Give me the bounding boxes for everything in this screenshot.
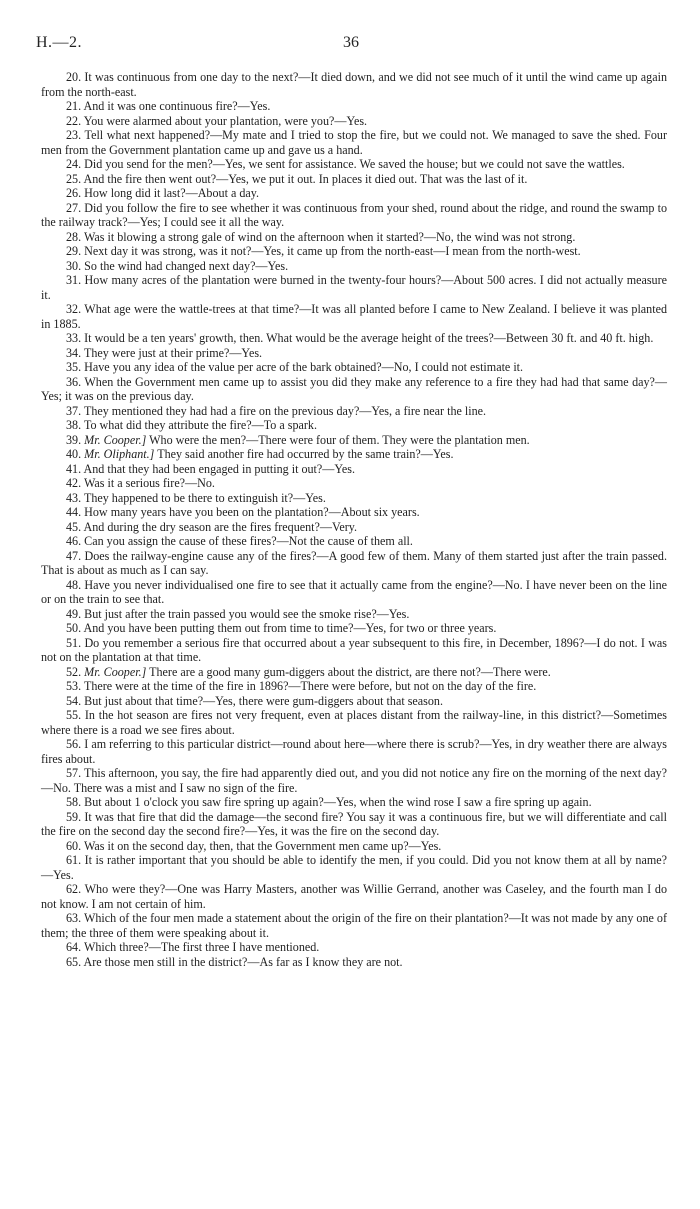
entry-number: 36. <box>66 374 82 389</box>
question-answer-entry <box>41 795 667 810</box>
entry-text: It would be a ten years' growth, then. What would be the average height of the trees?—Between 30 ft. and 40 ft. high. <box>84 331 654 345</box>
entry-text: In the hot season are fires not very frequent, even at places distant from the railway-line, in this district?—Sometimes where there is a road we see fires about. <box>41 708 667 737</box>
entry-number: 55. <box>66 708 82 722</box>
entry-number: 25. <box>66 171 82 186</box>
entry-text: When the Government men came up to assist you did they make any reference to a fire they had had that same day?—Yes; it was on the previous day. <box>41 374 667 403</box>
entry-text: Does the railway-engine cause any of the fires?—A good few of them. Many of them started just after the train passed. That is about as much as I can say. <box>41 548 667 577</box>
entry-text: How long did it last?—About a day. <box>84 186 260 200</box>
entry-text: Was it a serious fire?—No. <box>83 476 215 490</box>
question-answer-entry <box>41 331 667 346</box>
question-answer-entry <box>41 186 667 201</box>
entry-text: Which of the four men made a statement about the origin of the fire on their plantation?—It was not made by any one of them; the three of them were speaking about it. <box>41 911 667 940</box>
question-answer-entry <box>41 375 667 404</box>
entry-number: 40. <box>66 447 82 461</box>
entry-text: Who were they?—One was Harry Masters, another was Willie Gerrand, another was Caseley, and the fourth man I do not know. I am not certain of him. <box>41 882 667 911</box>
entry-number: 61. <box>66 853 82 867</box>
entry-text: They were just at their prime?—Yes. <box>83 345 263 360</box>
entry-number: 32. <box>66 302 82 316</box>
entry-number: 24. <box>66 157 82 171</box>
question-answer-entry <box>41 244 667 259</box>
question-answer-entry <box>41 853 667 882</box>
entry-text: To what did they attribute the fire?—To a spark. <box>83 418 317 432</box>
entry-number: 63. <box>66 911 82 925</box>
entry-number: 37. <box>66 403 82 418</box>
question-answer-entry <box>41 201 667 230</box>
entry-number: 62. <box>66 882 82 896</box>
entry-text: They mentioned they had had a fire on the previous day?—Yes, a fire near the line. <box>83 403 487 418</box>
entry-number: 51. <box>66 635 82 650</box>
question-answer-entry <box>41 418 667 433</box>
entry-number: 42. <box>66 476 82 490</box>
entry-text: And you have been putting them out from time to time?—Yes, for two or three years. <box>83 621 497 635</box>
entry-text: What age were the wattle-trees at that time?—It was all planted before I came to New Zealand. I believe it was planted in 1885. <box>41 302 667 331</box>
question-answer-entry <box>41 230 667 245</box>
question-answer-entry <box>41 70 667 99</box>
entry-text: So the wind had changed next day?—Yes. <box>84 258 289 273</box>
question-answer-entry <box>41 621 667 636</box>
entry-text: They happened to be there to extinguish it?—Yes. <box>83 490 326 505</box>
entry-text: Next day it was strong, was it not?—Yes, it came up from the north-east—I mean from the north-west. <box>84 244 581 258</box>
entry-number: 26. <box>66 186 82 200</box>
entry-text: And that they had been engaged in putting it out?—Yes. <box>83 461 355 476</box>
question-answer-entry <box>41 491 667 506</box>
entry-text: I am referring to this particular district—round about here—where there is scrub?—Yes, in dry weather there are always fires about. <box>41 737 667 766</box>
question-answer-entry <box>41 636 667 665</box>
entry-text: There were at the time of the fire in 1896?—There were before, but not on the day of the fire. <box>83 679 537 693</box>
entry-number: 38. <box>66 418 82 432</box>
question-answer-entry <box>41 737 667 766</box>
entry-number: 30. <box>66 258 82 273</box>
entry-number: 29. <box>66 244 82 258</box>
question-answer-entry <box>41 520 667 535</box>
question-answer-entry <box>41 665 667 680</box>
entry-text: But just after the train passed you would see the smoke rise?—Yes. <box>84 606 410 621</box>
entry-number: 50. <box>66 621 82 635</box>
question-answer-entry <box>41 766 667 795</box>
question-answer-entry <box>41 607 667 622</box>
entry-number: 49. <box>66 606 82 621</box>
entry-number: 45. <box>66 519 82 534</box>
entry-text: Was it on the second day, then, that the Government men came up?—Yes. <box>83 838 442 853</box>
examiner-name: Mr. Oliphant.] <box>84 447 155 461</box>
question-answer-entry <box>41 157 667 172</box>
question-answer-entry <box>41 955 667 970</box>
entry-number: 53. <box>66 679 82 693</box>
question-answer-entry <box>41 911 667 940</box>
entry-text: It was continuous from one day to the next?—It died down, and we did not see much of it until the wind came up again from the north-east. <box>41 70 667 99</box>
question-answer-entry <box>41 505 667 520</box>
entry-text: Did you send for the men?—Yes, we sent for assistance. We saved the house; but we could not save the wattles. <box>84 157 625 171</box>
question-answer-entry <box>41 462 667 477</box>
entry-number: 59. <box>66 809 82 824</box>
entry-text: They said another fire had occurred by the same train?—Yes. <box>157 447 454 461</box>
question-answer-entry <box>41 476 667 491</box>
entry-text: Are those men still in the district?—As far as I know they are not. <box>83 954 403 969</box>
entry-number: 44. <box>66 505 82 519</box>
entry-number: 39. <box>66 432 82 447</box>
question-answer-entry <box>41 99 667 114</box>
page-number: 36 <box>343 34 359 51</box>
entry-number: 33. <box>66 331 82 345</box>
question-answer-entry <box>41 128 667 157</box>
entry-number: 65. <box>66 954 82 969</box>
entry-number: 46. <box>66 534 82 548</box>
entry-number: 21. <box>66 99 82 113</box>
entry-text: It is rather important that you should be able to identify the men, if you could. Did you not know them at all by name?—Yes. <box>41 853 667 882</box>
question-answer-entry <box>41 578 667 607</box>
question-answer-entry <box>41 679 667 694</box>
question-answer-entry <box>41 172 667 187</box>
entry-text: Have you any idea of the value per acre of the bark obtained?—No, I could not estimate it. <box>84 360 524 374</box>
page-header <box>36 34 666 56</box>
entry-number: 60. <box>66 838 82 853</box>
question-answer-entry <box>41 114 667 129</box>
question-answer-entry <box>41 708 667 737</box>
examiner-name: Mr. Cooper.] <box>84 432 147 447</box>
document-reference: H.—2. <box>36 34 83 51</box>
question-answer-entry <box>41 302 667 331</box>
question-answer-entry <box>41 433 667 448</box>
entry-number: 48. <box>66 577 82 592</box>
question-answer-entry <box>41 259 667 274</box>
entry-number: 64. <box>66 940 82 954</box>
entry-text: This afternoon, you say, the fire had apparently died out, and you did not notice any fire on the morning of the next day?—No. There was a mist and I saw no sign of the fire. <box>41 766 667 795</box>
entry-text: You were alarmed about your plantation, were you?—Yes. <box>83 113 368 128</box>
entry-number: 35. <box>66 360 82 374</box>
entry-number: 41. <box>66 461 82 476</box>
entry-text: Who were the men?—There were four of them. They were the plantation men. <box>149 432 530 447</box>
question-answer-entry <box>41 404 667 419</box>
examiner-name: Mr. Cooper.] <box>84 664 147 679</box>
entry-text: But just about that time?—Yes, there were gum-diggers about that season. <box>84 693 443 708</box>
question-answer-entry <box>41 360 667 375</box>
entry-text: It was that fire that did the damage—the second fire? You say it was a continuous fire, but we will differentiate and call the fire on the second day the second fire?—Yes, it was the fire on the second day. <box>41 809 667 838</box>
question-answer-entry <box>41 694 667 709</box>
entry-text: But about 1 o'clock you saw fire spring up again?—Yes, when the wind rose I saw a fire spring up again. <box>84 795 592 809</box>
entry-text: There are a good many gum-diggers about the district, are there not?—There were. <box>149 664 551 679</box>
entry-number: 23. <box>66 128 82 142</box>
entry-text: Which three?—The first three I have mentioned. <box>83 940 320 954</box>
entry-text: And during the dry season are the fires frequent?—Very. <box>83 519 358 534</box>
entry-number: 27. <box>66 200 82 215</box>
question-answer-entry <box>41 839 667 854</box>
entry-number: 43. <box>66 490 82 505</box>
entry-text: Do you remember a serious fire that occurred about a year subsequent to this fire, in December, 1896?—I do not. I was not on the plantation at that time. <box>41 635 668 664</box>
question-answer-entry <box>41 810 667 839</box>
entry-text: Have you never individualised one fire to see that it actually came from the engine?—No. I have never been on the line or on the train to see that. <box>41 577 667 606</box>
entry-number: 57. <box>66 766 82 780</box>
entry-number: 52. <box>66 664 82 679</box>
entry-text: Was it blowing a strong gale of wind on the afternoon when it started?—No, the wind was not strong. <box>83 229 576 244</box>
testimony-body <box>41 70 667 969</box>
entry-text: And the fire then went out?—Yes, we put it out. In places it died out. That was the last of it. <box>83 171 528 186</box>
entry-text: Can you assign the cause of these fires?—Not the cause of them all. <box>84 534 413 548</box>
entry-number: 47. <box>66 548 82 563</box>
entry-number: 34. <box>66 345 82 360</box>
entry-number: 31. <box>66 273 82 287</box>
question-answer-entry <box>41 346 667 361</box>
question-answer-entry <box>41 882 667 911</box>
entry-number: 22. <box>66 113 82 128</box>
question-answer-entry <box>41 534 667 549</box>
question-answer-entry <box>41 273 667 302</box>
question-answer-entry <box>41 940 667 955</box>
question-answer-entry <box>41 549 667 578</box>
entry-number: 28. <box>66 229 82 244</box>
entry-number: 58. <box>66 795 82 809</box>
entry-text: And it was one continuous fire?—Yes. <box>83 99 271 113</box>
entry-text: How many acres of the plantation were burned in the twenty-four hours?—About 500 acres. I did not actually measure it. <box>41 273 667 302</box>
question-answer-entry <box>41 447 667 462</box>
entry-number: 54. <box>66 693 82 708</box>
entry-text: How many years have you been on the plantation?—About six years. <box>84 505 420 519</box>
entry-number: 56. <box>66 737 82 751</box>
entry-text: Did you follow the fire to see whether it was continuous from your shed, round about the ridge, and round the swamp to the railway track?—Yes; I could see it all the way. <box>41 200 667 229</box>
entry-text: Tell what next happened?—My mate and I tried to stop the fire, but we could not. We managed to save the shed. Four men from the Government plantation came up and gave us a hand. <box>41 128 667 157</box>
entry-number: 20. <box>66 70 82 84</box>
